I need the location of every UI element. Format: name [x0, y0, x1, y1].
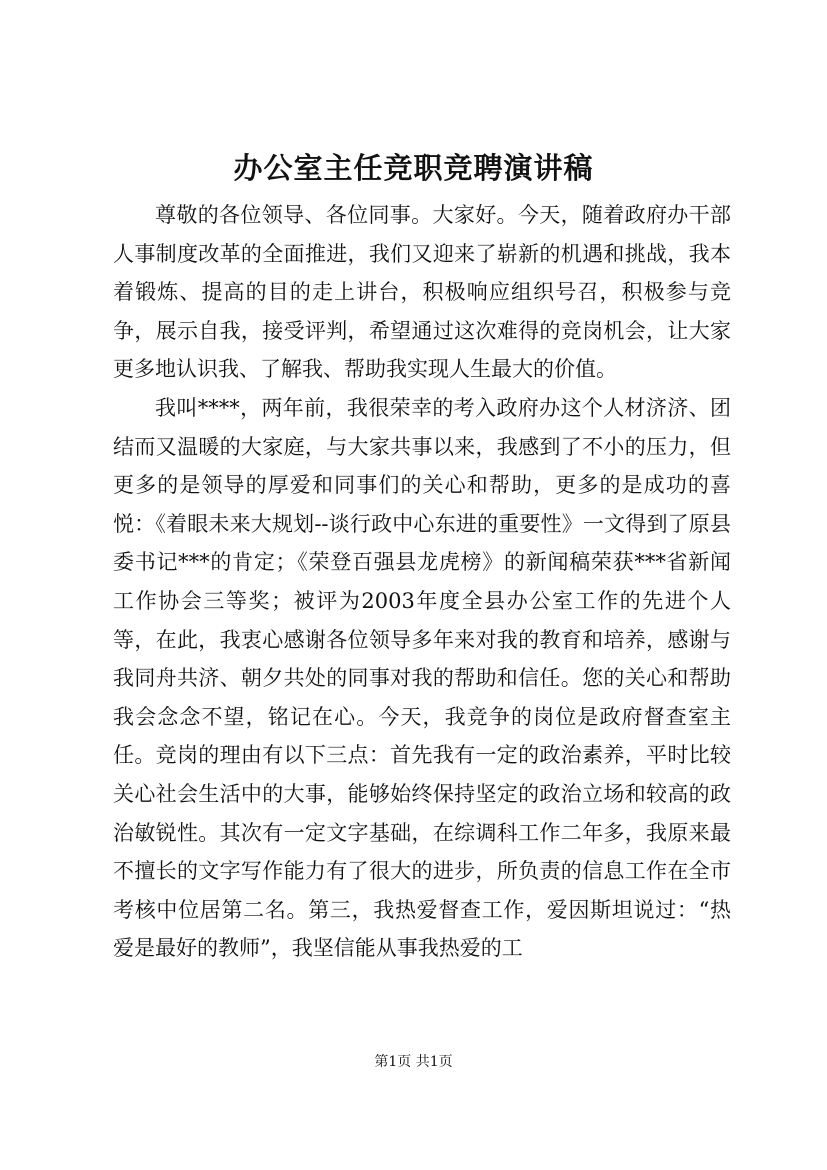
document-body [113, 196, 731, 968]
paragraph-1: 尊敬的各位领导、各位同事。大家好。今天，随着政府办干部人事制度改革的全面推进，我们又迎来了崭新的机遇和挑战，我本着锻炼、提高的目的走上讲台，积极响应组织号召，积极参与竞争，展示自我，接受评判，希望通过这次难得的竞岗机会，让大家更多地认识我、了解我、帮助我实现人生最大的价值。 [113, 203, 731, 382]
paragraph-2: 我叫****，两年前，我很荣幸的考入政府办这个人材济济、团结而又温暖的大家庭，与大家共事以来，我感到了不小的压力，但更多的是领导的厚爱和同事们的关心和帮助，更多的是成功的喜悦：《着眼未来大规划--谈行政中心东进的重要性》一文得到了原县委书记***的肯定；《荣登百强县龙虎榜》的新闻稿荣获***省新闻工作协会三等奖；被评为2003年度全县办公室工作的先进个人等，在此，我衷心感谢各位领导多年来对我的教育和培养，感谢与我同舟共济、朝夕共处的同事对我的帮助和信任。您的关心和帮助我会念念不望，铭记在心。今天，我竞争的岗位是政府督查室主任。竞岗的理由有以下三点：首先我有一定的政治素养，平时比较关心社会生活中的大事，能够始终保持坚定的政治立场和较高的政治敏锐性。其次有一定文字基础，在综调科工作二年多，我原来最不擅长的文字写作能力有了很大的进步，所负责的信息工作在全市考核中位居第二名。第三，我热爱督查工作，爱因斯坦说过：“热爱是最好的教师”，我坚信能从事我热爱的工 [113, 395, 731, 961]
page-footer: 第1页 共1页 [374, 1054, 453, 1070]
document-title: 办公室主任竞职竞聘演讲稿 [233, 151, 594, 185]
